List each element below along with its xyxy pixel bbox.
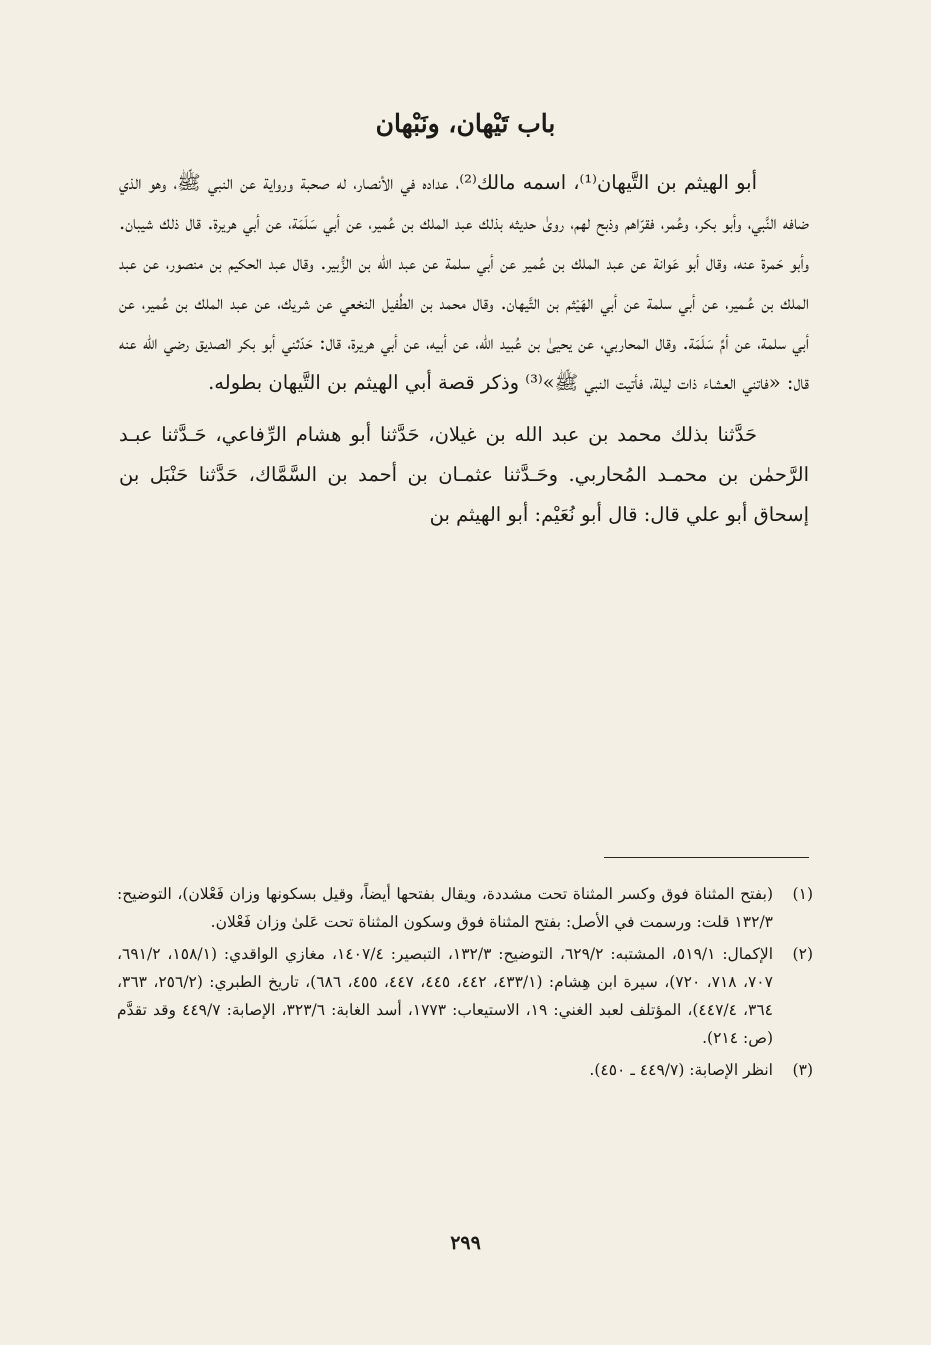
footnote-divider xyxy=(604,857,809,858)
page-number: ٢٩٩ xyxy=(450,1232,481,1254)
footnote-2 xyxy=(117,940,813,1052)
footnote-number: (١) xyxy=(792,885,813,903)
chapter-heading: باب تَيْهان، ونَبْهان xyxy=(375,109,556,138)
footnote-text: الإكمال: ٥١٩/١، المشتبه: ٦٢٩/٢، التوضيح: ١٣٢/٣، التبصير: ١٤٠٧/٤، مغازي الواقدي: (١٥٨/١، ٦٩١/٢، ٧٠٧، ٧١٨، ٧٢٠)، سيرة ابن هِشام: (٤٣٣/١، ٤٤٢، ٤٤٥، ٤٤٧، ٤٥٥، ٦٨٦)، تاريخ الطبري: (٢٥٦/٢، ٣٦٣، ٣٦٤، ٤٤٧/٤)، المؤتلف لعبد الغني: ١٩، الاستيعاب: ١٧٧٣، أسد الغابة: ٣٢٣/٦، الإصابة: ٤٤٩/٧ وقد تقدَّم (ص: ٢١٤). xyxy=(117,945,774,1047)
footnote-text: (بفتح المثناة فوق وكسر المثناة تحت مشددة، ويقال بفتحها أيضاً، وقيل بسكونها وزان فَعْلان)، التوضيح: ١٣٢/٣ قلت: ورسمت في الأصل: بفتح المثناة فوق وسكون المثناة تحت عَلىٰ وزان فَعْلان. xyxy=(117,885,773,931)
main-text-body xyxy=(119,163,809,535)
footnote-number: (٣) xyxy=(792,1061,813,1079)
footnotes-section xyxy=(117,880,813,1088)
paragraph-1: أبو الهيثم بن التَّيهان⁽¹⁾، اسمه مالك⁽²⁾، عداده في الأنصار، له صحبة ورواية عن النبي ﷺ، وهو الذي ضافه النَّبي، وأبو بكر، وعُمر، فقرّاهم وذبح لهم، روىٰ حديثه بذلك عبد الملك بن عُمير، عن أبي سَلَمَة، عن أبي هريرة. قال ذلك شيبان. وأبو حَمرة عنه، وقال أبو عَوانة عن عبد الملك بن عُمير عن أبي سلمة عن عبد الله بن الزُّبير. وقال عبد الحكيم بن منصور، عن عبد الملك بن عُـمير، عن أبي سلمة عن أبي الهَيْثم بن التَّيهان. وقال محمد بن الطُفيل النخعي عن شريك، عن عبد الملك بن عُمير، عن أبي سلمة، عن أمِّ سَلَمَة. وقال المحاربي، عن يحيىٰ بن عُبيد الله، عن أبيه، عن أبي هريرة، قال: حَدّثني أبو بكر الصديق رضي الله عنه قال: «فاتني العشاء ذات ليلة، فأتيت النبي ﷺ»⁽³⁾ وذكر قصة أبي الهيثم بن التَّيهان بطوله. xyxy=(119,171,809,394)
footnote-text: انظر الإصابة: (٤٤٩/٧ ـ ٤٥٠). xyxy=(589,1061,773,1079)
paragraph-2: حَدَّثنا بذلك محمد بن عبد الله بن غيلان، حَدَّثنا أبو هشام الرِّفاعي، حَـدَّثنا عبـد الرَّحمٰن بن محمـد المُحاربي. وحَـدَّثنا عثمـان بن أحمد بن السَّمَّاك، حَدَّثنا حَنْبَل بن إسحاق أبو علي قال: قال أبو نُعَيْم: أبو الهيثم بن xyxy=(119,423,809,526)
footnote-3 xyxy=(117,1056,813,1084)
footnote-number: (٢) xyxy=(792,945,813,963)
footnote-1 xyxy=(117,880,813,936)
